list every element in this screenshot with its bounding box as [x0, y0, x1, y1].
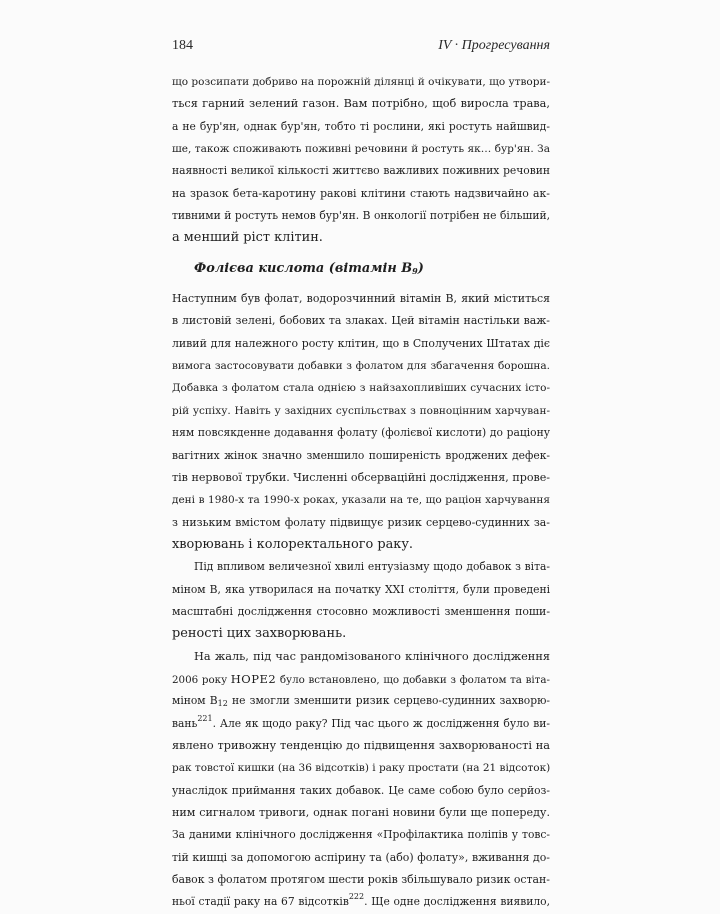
heading-close: ): [417, 260, 424, 276]
text-line: ться гарний зелений газон. Вам потрібно, щоб виросла трава,: [172, 97, 550, 111]
footnote-ref: 221: [197, 713, 213, 723]
text-line: тивними й ростуть немов бур'ян. В онкології потрібен не більший,: [172, 209, 550, 223]
text-line: [172, 713, 550, 735]
text-fragment: . Ще одне дослідження виявило,: [364, 895, 550, 909]
text-line: наявності великої кількості життєво важливих поживних речовин: [172, 164, 550, 178]
running-head: IV · Прогресування: [438, 38, 550, 53]
text-line: реності цих захворювань.: [172, 626, 347, 642]
text-line: Під впливом величезної хвилі ентузіазму щодо добавок з віта-: [194, 560, 550, 574]
text-fragment: вань: [172, 716, 198, 730]
text-line: [172, 891, 550, 913]
text-fragment: не змогли зменшити ризик серцево-судинних захворю-: [227, 694, 550, 708]
text-line: дені в 1980-х та 1990-х роках, указали на те, що раціон харчування: [172, 494, 550, 507]
section-heading: [172, 258, 550, 280]
text-line: а менший ріст клітин.: [172, 230, 323, 246]
text-line: явлено тривожну тенденцію до підвищення захворюваності на: [172, 738, 550, 752]
text-fragment: 2006 року: [172, 673, 231, 686]
text-line: тій кишці за допомогою аспірину та (або) фолату», вживання до-: [172, 850, 550, 864]
text-line: ше, також споживають поживні речовини й ростуть як… бур'ян. За: [172, 143, 550, 156]
text-line: Наступним був фолат, водорозчинний вітамін B, який міститься: [172, 292, 550, 306]
subscript: 12: [217, 699, 228, 709]
text-line: ням повсякденне додавання фолату (фолієвої кислоти) до раціону: [172, 426, 550, 440]
text-line: На жаль, під час рандомізованого клінічного дослідження: [194, 649, 550, 663]
page-number: 184: [172, 38, 193, 53]
text-fragment: ньої стадії раку на 67 відсотків: [172, 895, 349, 909]
text-line: а не бур'ян, однак бур'ян, тобто ті рослини, які ростуть найшвид-: [172, 119, 550, 133]
text-line: на зразок бета-каротину ракові клітини стають надзвичайно ак-: [172, 186, 550, 200]
heading-subscript: 9: [412, 265, 418, 276]
text-line: хворювань і колоректального раку.: [172, 536, 414, 552]
body-text: [172, 71, 550, 914]
text-line: рак товстої кишки (на 36 відсотків) і раку простати (на 21 відсоток): [172, 762, 551, 775]
text-line: вимога застосовувати добавки з фолатом для збагачення борошна.: [172, 360, 550, 373]
study-name: HOPE2: [230, 671, 277, 686]
text-line: міном B, яка утворилася на початку XXI століття, були проведені: [172, 582, 550, 596]
text-line: [172, 668, 550, 690]
text-line: рій успіху. Навіть у західних суспільствах з повноцінним харчуван-: [172, 404, 550, 417]
text-line: масштабні дослідження стосовно можливості зменшення поши-: [172, 604, 550, 618]
text-line: ним сигналом тривоги, однак погані новини були ще попереду.: [172, 806, 550, 819]
text-fragment: . Але як щодо раку? Під час цього ж дослідження було ви-: [212, 716, 550, 730]
text-line: ливий для належного росту клітин, що в Сполучених Штатах діє: [172, 336, 550, 350]
text-line: унаслідок приймання таких добавок. Це саме собою було серйоз-: [172, 783, 550, 797]
text-line: з низьким вмістом фолату підвищує ризик серцево-судинних за-: [172, 515, 550, 529]
text-line: бавок з фолатом протягом шести років збільшувало ризик остан-: [172, 873, 550, 887]
text-fragment: було встановлено, що добавки з фолатом та віта-: [276, 673, 550, 686]
heading-text: Фолієва кислота (вітамін B: [194, 260, 413, 276]
footnote-ref: 222: [348, 892, 365, 902]
text-line: [172, 690, 550, 712]
page-header: [172, 36, 550, 56]
text-line: За даними клінічного дослідження «Профілактика поліпів у товс-: [172, 828, 550, 842]
text-line: тів нервової трубки. Численні обсерваційні дослідження, прове-: [172, 470, 551, 484]
text-line: що розсипати добриво на порожній ділянці й очікувати, що утвори-: [172, 76, 551, 88]
text-line: Добавка з фолатом стала однією з найзахопливіших сучасних істо-: [172, 382, 550, 395]
text-line: в листовій зелені, бобових та злаках. Цей вітамін настільки важ-: [172, 314, 550, 328]
text-fragment: міном B: [172, 694, 218, 708]
text-line: вагітних жінок значно зменшило поширеність вроджених дефек-: [172, 448, 550, 462]
